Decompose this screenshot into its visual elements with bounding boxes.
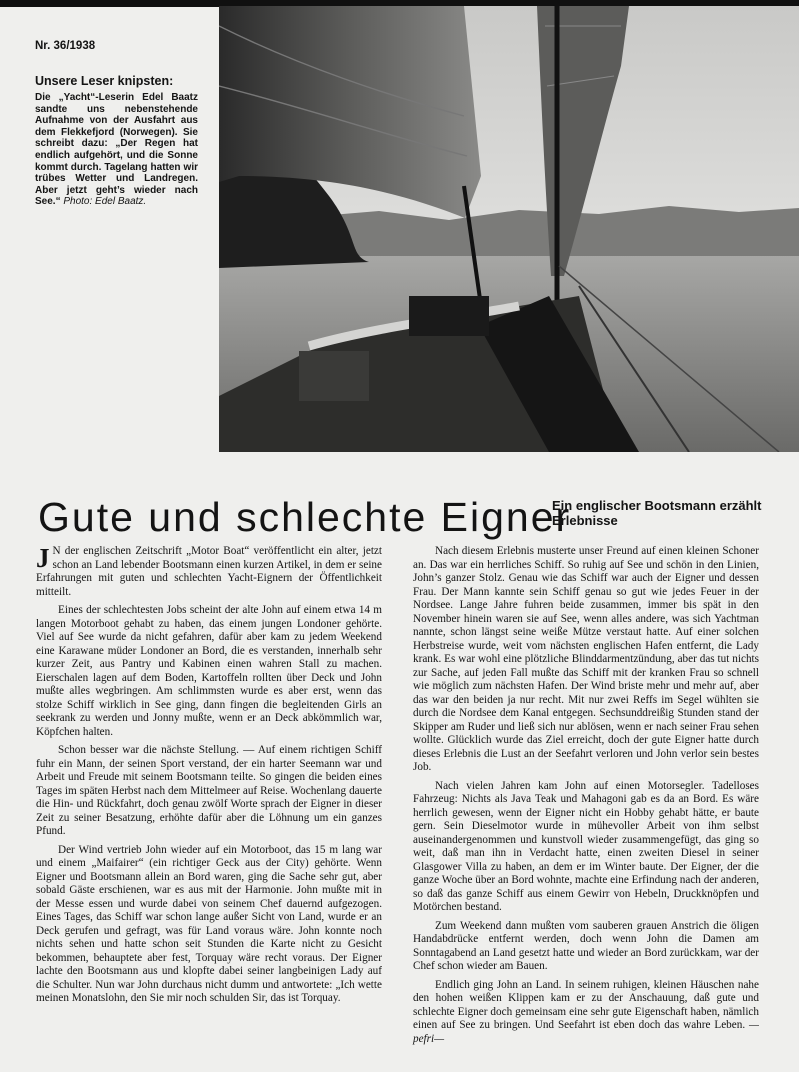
sailboat-photo-image <box>219 6 799 452</box>
article-column-2 <box>413 545 759 1046</box>
article-paragraph: Endlich ging John an Land. In seinem ruhigen, kleinen Häuschen nahe den hohen weißen Klippen kam er zu der Anschauung, daß gute und schlechte Eigner doch gemeinsam eine sehr gute Eigenschaft haben, nämlich einen auf See zu bringen. Und Seefahrt ist eben doch das wahre Leben. —pefri— <box>413 978 759 1045</box>
article-paragraph: Nach diesem Erlebnis musterte unser Freund auf einen kleinen Schoner an. Das war ein herrliches Schiff. So ruhig auf See und schön in den Linien, John’s ganzer Stolz. Genau wie das Schiff war auch der Eigner und dessen Frau. Der Mann kannte sein Schiff genau so gut wie jedes Feuer in der Nordsee. Lange Jahre fuhren beide zusammen, immer bis spät in den November hinein waren sie auf See, wenn alles andere, was sich Yachtman nannte, schon längst seine weiße Mütze verstaut hatte. Auf einer solchen Herbstreise wurde, weit vom nächsten englischen Hafen entfernt, die Lady krank. Es war wohl eine plötzliche Blinddarmentzündung, aber das tut nichts zur Sache, auf jeden Fall mußte das Schiff mit der kranken Frau so schnell wie möglich zum nächsten Hafen. Der Wind briste mehr und mehr auf, aber das war den beiden ja nur recht. Mit nur zwei Reffs im Segel wühlten sie durch die Nordsee dem Kanal entgegen. Sechsunddreißig Stunden stand der Skipper am Ruder und ließ sich nur ablösen, wenn er nach seiner Frau sehen wollte. Glücklich wurde das Ziel erreicht, doch der gute Eigner hatte durch dieses Erlebnis die Lust an der Seefahrt verloren und John verlor sein bestes Job. <box>413 545 759 773</box>
article-paragraph: J N der englischen Zeitschrift „Motor Boat“ veröffentlicht ein alter, jetzt schon an Land lebender Bootsmann einen kurzen Artikel, in dem er seine Erfahrungen mit guten und schlechten Yacht-Eignern der Öffentlichkeit mitteilt. <box>36 543 382 598</box>
reader-photo-caption <box>35 92 198 208</box>
drop-cap: J <box>36 543 50 573</box>
article-paragraph: Eines der schlechtesten Jobs scheint der alte John auf einem etwa 14 m langen Motorboot gehabt zu haben, das einem jungen Londoner gehörte. Viel auf See wurde da nicht gefahren, dafür aber kam zu jedem Weekend eine Karawane müder Londoner an Bord, die es verstanden, innerhalb sehr kurzer Zeit, aus Pantry und Kabinen einen wahren Stall zu machen. Eierschalen lagen auf dem Boden, Kartoffeln rollten über Deck und John mußte alles wegbringen. Am schlimmsten wurde es aber erst, wenn das stolze Schiff wirklich in See ging, dann fingen die begleitenden Girls an seekrank zu werden und Jonny mußte, wenn er an Deck abkömmlich war, Köpfchen halten. <box>36 604 382 738</box>
reader-caption-text: Die „Yacht“-Leserin Edel Baatz sandte uns nebenstehende Aufnahme von der Ausfahrt aus dem Flekkefjord (Norwegen). Sie schreibt dazu: „Der Regen hat endlich aufgehört, und die Sonne kommt durch. Tagelang hatten wir trübes Wetter und Landregen. Aber jetzt geht’s wieder nach See.“ <box>35 92 198 208</box>
article-paragraph: Der Wind vertrieb John wieder auf ein Motorboot, das 15 m lang war und einem „Maifairer“ (ein richtiger Geck aus der City) gehörte. Wenn Eigner und Bootsmann allein an Bord waren, ging die Sache sehr gut, aber sobald Gäste erschienen, war es aus mit der Harmonie. John mußte mit in der Messe essen und wurde dabei von seinem Chef dauernd aufgezogen. Eines Tages, das Schiff war schon lange außer Sicht von Land, wurde er an Deck gerufen und gefragt, was für Land voraus wäre. John konnte noch nichts sehen und hatte schon seit Stunden die Karte nicht zu Gesicht bekommen, behauptete aber fest, Torquay wäre recht voraus. Der Eigner lachte den Bootsmann aus und klopfte dabei seiner langbeinigen Lady auf die Schulter. Nun war John durchaus nicht dumm und antwortete: „Ich wette meinen Monatslohn, den Sie mir noch schulden Sir, das ist Torquay. <box>36 843 382 1004</box>
author-signature: —pefri— <box>413 1019 759 1045</box>
article-subtitle: Ein englischer Bootsmann erzählt Erlebnisse <box>552 498 762 528</box>
article-paragraph: Nach vielen Jahren kam John auf einen Motorsegler. Tadelloses Fahrzeug: Nichts als Java Teak und Mahagoni gab es da an Bord. Es wäre herrlich gewesen, wenn der Eigner nicht ein Hobby gehabt hätte, er baute gern. Sein Dieselmotor wurde in mühevoller Arbeit von ihm selbst auseinandergenommen und kunstvoll wieder zusammengefügt, das ging so weit, daß man ihn in Verdacht hatte, einen zweiten Diesel in seiner Glasgower Villa zu haben, an dem er im Winter baute. Der Eigner, der die ganze Woche über an Bord wohnte, machte eine Erfindung nach der anderen, so daß das ganze Schiff aus einem Gewirr von Hebeln, Druckknöpfen und Motörchen bestand. <box>413 779 759 913</box>
article-paragraph: Zum Weekend dann mußten vom sauberen grauen Anstrich die öligen Handabdrücke entfernt werden, doch wenn John die Damen am Sonntagabend an Land gesetzt hatte und wieder an Bord zurückkam, war der Chef schon wieder am Bauen. <box>413 919 759 972</box>
article-paragraph: Schon besser war die nächste Stellung. — Auf einem richtigen Schiff fuhr ein Mann, der seinen Sport verstand, der ein harter Seemann war und Arbeit und Freude mit seinem Bootsmann teilte. So gingen die beiden eines Tages im späten Herbst nach dem Mittelmeer auf Reise. Wochenlang dauerte die Hin- und Rückfahrt, doch genau zwölf Worte sprach der Eigner in dieser Zeit zu seiner Besatzung, erhöhte dafür aber die Löhnung um ein ganzes Pfund. <box>36 744 382 837</box>
reader-photo-heading: Unsere Leser knipsten: <box>35 74 174 88</box>
sailboat-photo <box>219 6 799 452</box>
photo-credit: Photo: Edel Baatz. <box>63 196 147 208</box>
article-title: Gute und schlechte Eigner <box>38 494 572 540</box>
article-column-1 <box>36 545 382 1006</box>
issue-number: Nr. 36/1938 <box>35 40 96 52</box>
